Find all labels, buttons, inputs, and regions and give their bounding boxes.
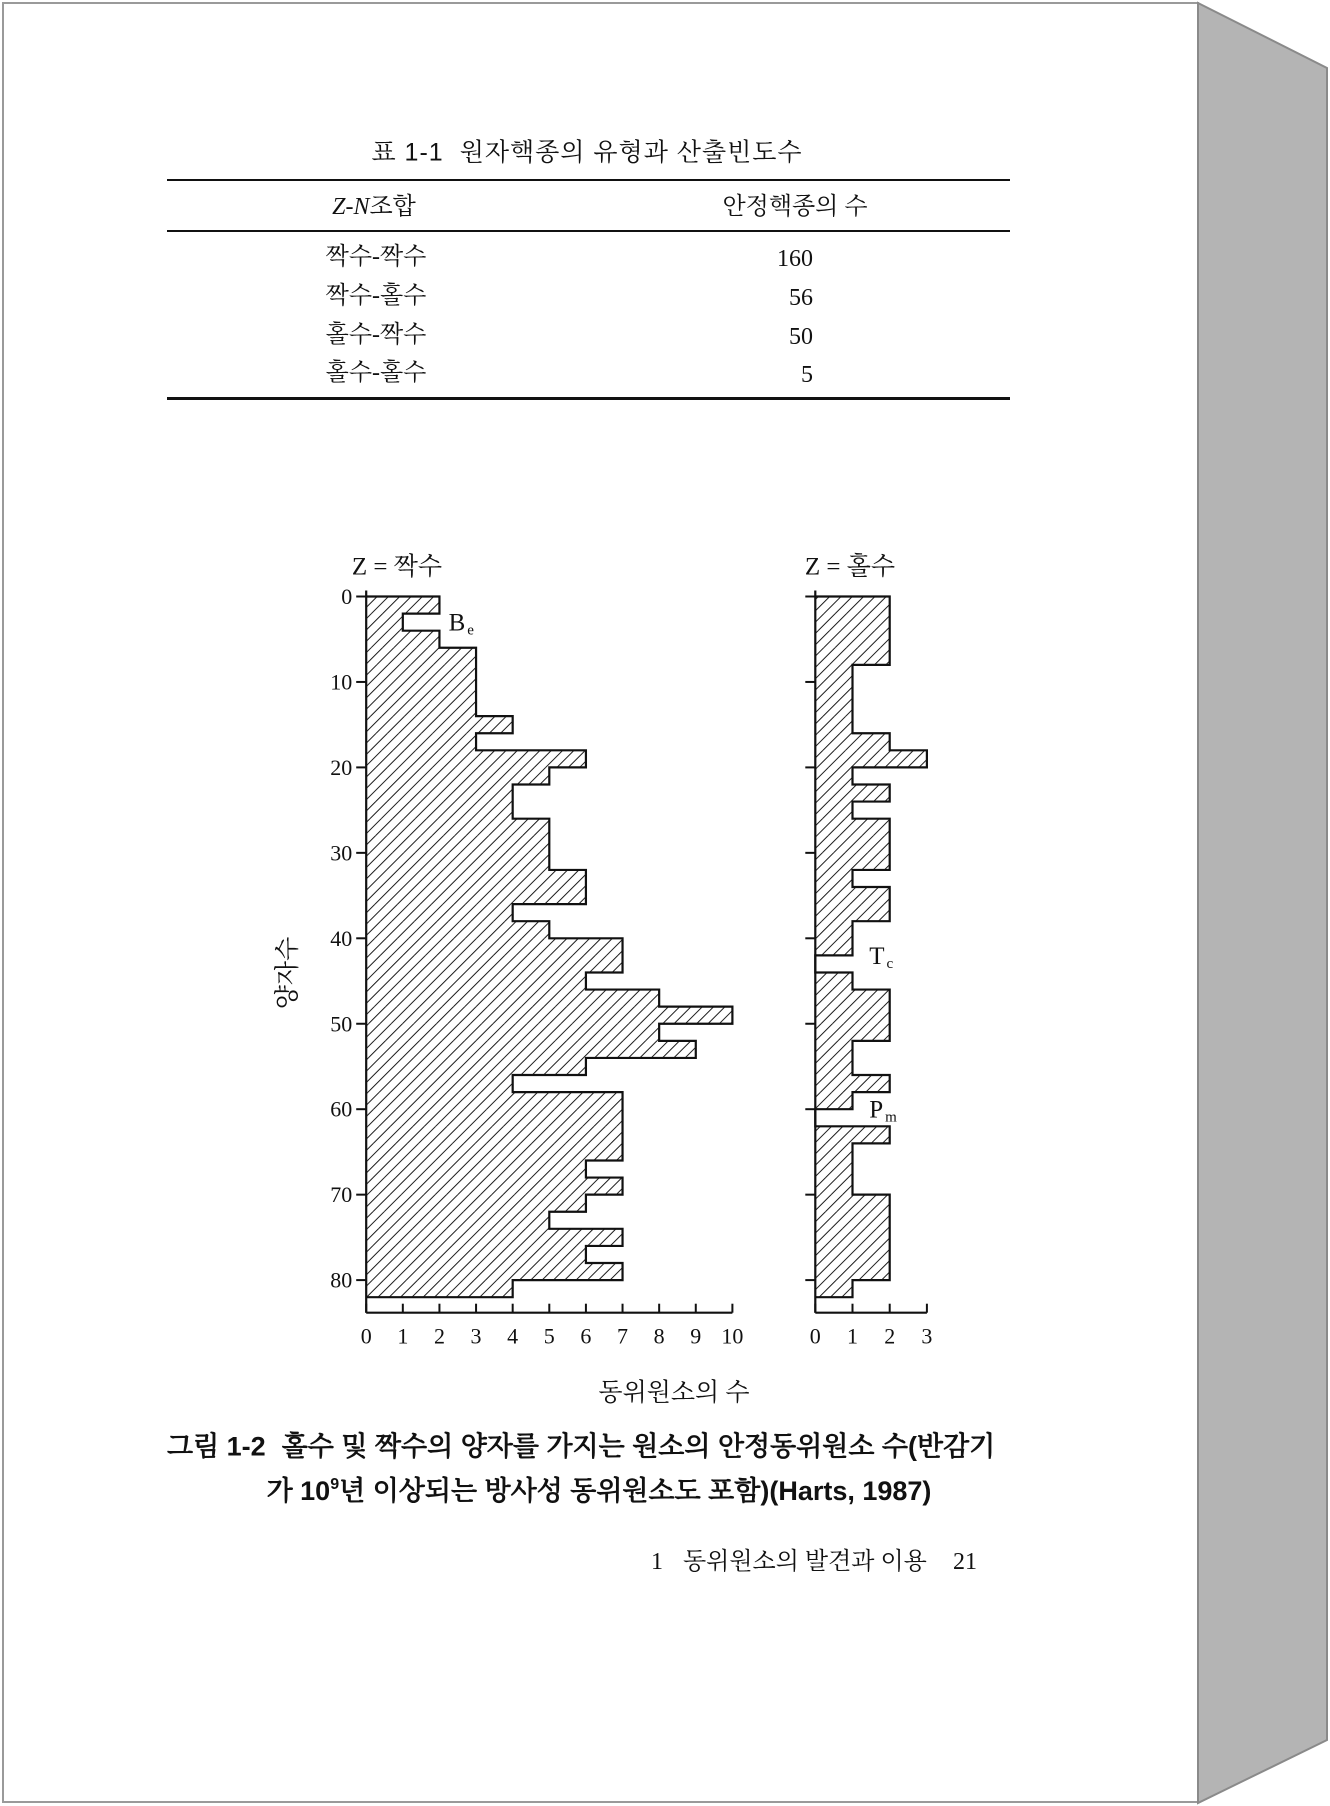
bar-z-6 (366, 631, 439, 648)
bar-z-55 (815, 1058, 852, 1075)
table-row-combo: 홀수-짝수 (325, 322, 427, 348)
bar-z-13 (815, 699, 852, 716)
x-tick-label: 8 (653, 1323, 665, 1349)
bar-z-19 (815, 750, 927, 767)
element-symbol: T (869, 942, 885, 970)
bar-z-8 (366, 648, 476, 665)
caption-exponent: 9 (330, 1476, 340, 1493)
x-tick-label: 3 (921, 1323, 933, 1349)
x-tick-label: 4 (507, 1323, 519, 1349)
bar-z-27 (815, 819, 889, 836)
bar-z-31 (815, 853, 889, 870)
bar-z-40 (366, 921, 549, 938)
bar-z-46 (366, 972, 586, 989)
bar-z-77 (815, 1246, 889, 1263)
bar-z-76 (366, 1229, 622, 1246)
bar-z-2 (366, 597, 439, 614)
x-tick-label: 10 (721, 1323, 744, 1349)
bar-z-32 (366, 853, 549, 870)
caption-line2-end: 년 이상되는 방사성 동위원소도 포함)(Harts, 1987) (339, 1476, 932, 1506)
bar-z-52 (366, 1024, 659, 1041)
bar-z-22 (366, 767, 549, 784)
bar-z-71 (815, 1195, 889, 1212)
chart-title-even: Z = 짝수 (351, 553, 443, 581)
bar-z-58 (366, 1075, 512, 1092)
x-tick-label: 0 (360, 1323, 372, 1349)
even-z-chart (330, 553, 743, 1349)
bar-z-54 (366, 1041, 696, 1058)
bar-z-56 (366, 1058, 586, 1075)
y-tick-label: 40 (330, 925, 353, 951)
bar-z-64 (366, 1126, 622, 1143)
table-row-count: 160 (777, 246, 813, 272)
bar-z-20 (366, 750, 586, 767)
chart-title-odd: Z = 홀수 (804, 553, 896, 581)
bar-z-59 (815, 1092, 852, 1109)
bar-z-29 (815, 836, 889, 853)
y-tick-label: 0 (341, 584, 353, 609)
y-tick-label: 30 (330, 840, 353, 866)
bar-z-62 (366, 1109, 622, 1126)
table-row-combo: 짝수-짝수 (325, 244, 427, 270)
x-tick-label: 6 (580, 1323, 592, 1349)
bar-z-10 (366, 665, 476, 682)
bar-z-69 (815, 1178, 852, 1195)
table-header-count: 안정핵종의 수 (722, 194, 868, 220)
caption-line2-start: 가 10 (266, 1476, 331, 1506)
page-number: 21 (953, 1549, 977, 1575)
bar-z-51 (815, 1024, 889, 1041)
odd-z-chart (805, 553, 932, 1349)
bar-z-65 (815, 1143, 852, 1160)
x-tick-label: 9 (690, 1323, 702, 1349)
bar-z-44 (366, 955, 622, 972)
x-axis-title: 동위원소의 수 (598, 1379, 750, 1407)
bar-z-53 (815, 1041, 852, 1058)
bar-z-57 (815, 1075, 889, 1092)
table-label: 표 1-1 (371, 138, 444, 167)
bar-z-37 (815, 904, 889, 921)
bar-z-18 (366, 733, 476, 750)
element-symbol: P (869, 1096, 884, 1124)
bar-z-38 (366, 904, 512, 921)
element-label-Be (449, 610, 475, 639)
x-tick-label: 5 (543, 1323, 555, 1349)
x-tick-label: 3 (470, 1323, 482, 1349)
x-tick-label: 1 (397, 1323, 409, 1349)
bar-z-7 (815, 648, 889, 665)
bar-z-15 (815, 716, 852, 733)
bar-z-39 (815, 921, 852, 938)
bar-z-36 (366, 887, 586, 904)
bar-z-75 (815, 1229, 889, 1246)
bar-z-23 (815, 784, 889, 801)
bars (366, 597, 732, 1298)
x-tick-label: 0 (809, 1323, 821, 1349)
figure-label: 그림 1-2 (167, 1431, 266, 1462)
bar-z-41 (815, 938, 852, 955)
bar-z-4 (366, 614, 403, 631)
bar-z-70 (366, 1178, 622, 1195)
element-symbol-subscript: c (886, 955, 894, 972)
table-row-count: 50 (789, 324, 813, 350)
bar-z-16 (366, 716, 512, 733)
y-tick-label: 10 (330, 669, 353, 695)
bar-z-67 (815, 1160, 852, 1177)
table-row-combo: 짝수-홀수 (325, 283, 427, 309)
bar-z-73 (815, 1212, 889, 1229)
bar-z-34 (366, 870, 586, 887)
figure-caption-line1 (167, 1431, 996, 1462)
table-header-combo-rest: 조합 (369, 194, 416, 220)
element-symbol: B (448, 609, 466, 637)
y-tick-label: 60 (330, 1096, 353, 1122)
figure-caption-line2 (267, 1477, 932, 1505)
bar-z-30 (366, 836, 549, 853)
bar-z-26 (366, 802, 512, 819)
table-row-count: 5 (801, 362, 813, 388)
x-tick-label: 7 (617, 1323, 629, 1349)
bar-z-33 (815, 870, 852, 887)
bar-z-11 (815, 682, 852, 699)
bar-z-49 (815, 1007, 889, 1024)
bar-z-68 (366, 1160, 586, 1177)
y-tick-label: 70 (330, 1182, 353, 1208)
bar-z-60 (366, 1092, 622, 1109)
bar-z-14 (366, 699, 476, 716)
figure-caption-text: 홀수 및 짝수의 양자를 가지는 원소의 안정동위원소 수(반감기 (281, 1431, 996, 1462)
y-axis-title: 양자수 (274, 936, 302, 1010)
table-row-count: 56 (789, 285, 813, 311)
element-label-Pm (869, 1097, 897, 1126)
bar-z-24 (366, 784, 512, 801)
bar-z-25 (815, 802, 852, 819)
x-tick-label: 1 (847, 1323, 858, 1349)
bar-z-12 (366, 682, 476, 699)
bar-z-17 (815, 733, 889, 750)
bar-z-81 (815, 1280, 852, 1297)
bar-z-74 (366, 1212, 549, 1229)
x-tick-label: 2 (433, 1323, 445, 1349)
bar-z-63 (815, 1126, 889, 1143)
bar-z-82 (366, 1280, 512, 1297)
bar-z-35 (815, 887, 889, 904)
bar-z-79 (815, 1263, 889, 1280)
bar-z-72 (366, 1195, 586, 1212)
element-symbol-subscript: e (467, 622, 474, 639)
table-header-combo-italic: Z-N (332, 194, 370, 220)
table-title-text: 원자핵종의 유형과 산출빈도수 (459, 138, 803, 167)
table-row-combo: 홀수-홀수 (325, 360, 427, 386)
y-tick-label: 20 (330, 754, 353, 780)
bar-z-66 (366, 1143, 622, 1160)
x-tick-label: 2 (884, 1323, 896, 1349)
bar-z-80 (366, 1263, 622, 1280)
bar-z-28 (366, 819, 549, 836)
bar-z-45 (815, 972, 852, 989)
y-tick-label: 50 (330, 1011, 353, 1037)
bar-z-1 (815, 597, 889, 614)
bar-z-21 (815, 767, 852, 784)
element-symbol-subscript: m (885, 1109, 897, 1126)
footer-chapter-number: 1 (651, 1549, 663, 1575)
bar-z-50 (366, 1007, 732, 1024)
bar-z-48 (366, 990, 659, 1007)
bar-z-47 (815, 990, 889, 1007)
bar-z-42 (366, 938, 622, 955)
bar-z-78 (366, 1246, 586, 1263)
bar-z-9 (815, 665, 852, 682)
bar-z-5 (815, 631, 889, 648)
element-label-Tc (869, 943, 893, 972)
bar-z-3 (815, 614, 889, 631)
y-tick-label: 80 (330, 1267, 353, 1293)
footer-chapter-title: 동위원소의 발견과 이용 (683, 1549, 927, 1575)
